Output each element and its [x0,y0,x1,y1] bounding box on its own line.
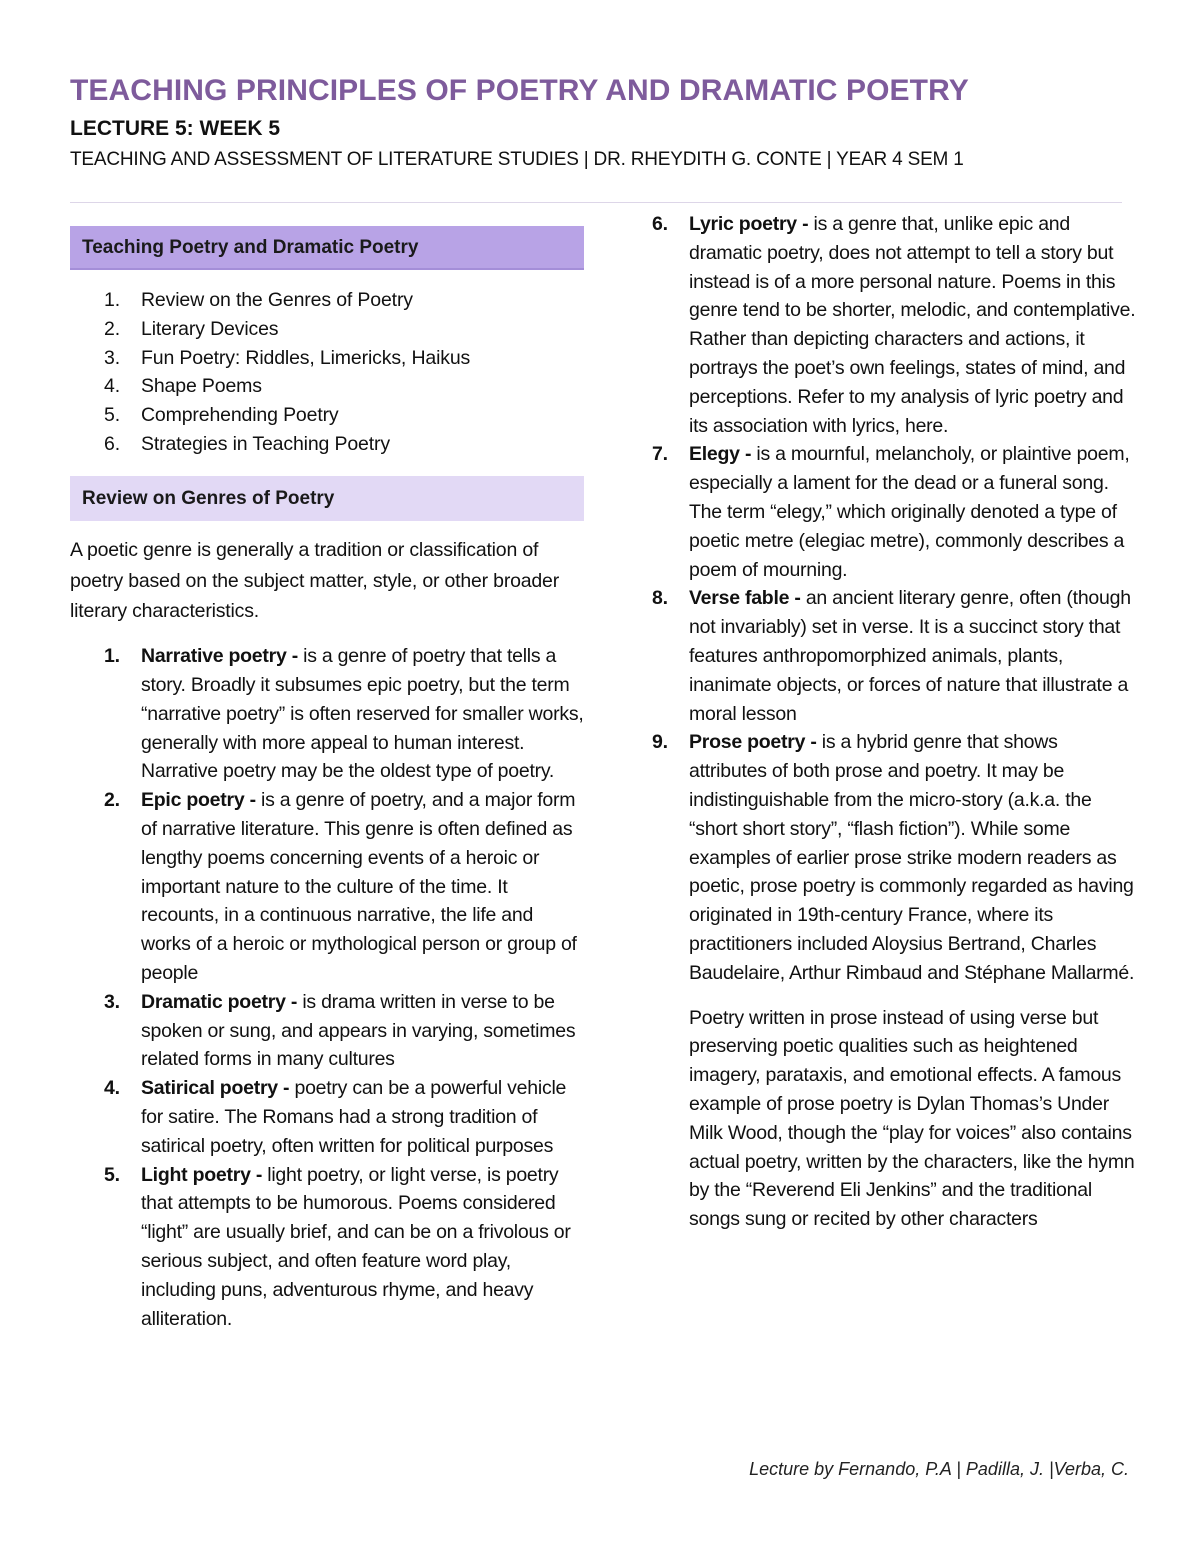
genre-description: is a genre of poetry, and a major form of narrative literature. This genre is often defined as lengthy poems concerning events of a heroic or important nature to the culture of the time. It recounts, in a continuous narrative, the life and works of a heroic or mythological person or group of people [141,789,577,984]
genre-item [70,1074,584,1160]
genre-number: 9. [652,731,668,754]
list-item [70,430,584,459]
prose-poetry-paragraph: Poetry written in prose instead of using verse but preserving poetic qualities such as heightened imagery, parataxis, and emotional effects. A famous example of prose poetry is Dylan Thomas’s Under Milk Wood, though the “play for voices” also contains actual poetry, written by the characters, like the hymn by the “Reverend Eli Jenkins” and the traditional songs sung or recited by other characters [689,1006,1135,1231]
genre-item [70,642,584,786]
genre-number: 6. [652,213,668,235]
list-text: Review on the Genres of Poetry [141,289,413,311]
genre-description: is a genre of poetry that tells a story. Broadly it subsumes epic poetry, but the term “narrative poetry” is often reserved for smaller works, generally with more appeal to human interest. Narrative poetry may be the oldest type of poetry. [141,645,584,783]
genre-item [650,210,1140,440]
genre-description: is a mournful, melancholy, or plaintive poem, especially a lament for the dead or a funeral song. The term “elegy,” which originally denoted a type of poetic metre (elegiac metre), commonly describes a poem of mourning. [689,443,1130,581]
list-number: 5. [104,404,120,427]
genre-term: Verse fable - [689,587,806,610]
list-number: 3. [104,346,120,369]
list-text: Shape Poems [141,375,262,398]
list-number: 2. [104,317,120,340]
list-item [70,372,584,401]
genre-item [70,988,584,1074]
list-text: Comprehending Poetry [141,404,339,427]
topics-list [70,286,584,459]
list-item [70,315,584,344]
list-number: 6. [104,432,120,455]
genres-list-left [70,642,584,1333]
genre-term: Epic poetry - [141,789,262,812]
header-divider [70,202,1122,203]
list-text: Literary Devices [141,317,279,340]
genre-number: 4. [104,1077,120,1100]
genre-number: 7. [652,443,668,466]
genre-number: 3. [104,990,120,1013]
lecture-subtitle: LECTURE 5: WEEK 5 [70,117,281,140]
genre-term: Lyric poetry - [689,213,814,235]
list-text: Fun Poetry: Riddles, Limericks, Haikus [141,346,471,369]
genre-term: Narrative poetry - [141,645,304,668]
genre-description: is a hybrid genre that shows attributes of both prose and poetry. It may be indistinguishable from the micro-story (a.k.a. the “short short story”, “flash fiction”). While some examples of earlier prose strike modern readers as poetic, prose poetry is commonly regarded as having originated in 19th-century France, where its practitioners included Aloysius Bertrand, Charles Baudelaire, Arthur Rimbaud and Stéphane Mallarmé. [689,731,1135,984]
course-meta: TEACHING AND ASSESSMENT OF LITERATURE STUDIES | DR. RHEYDITH G. CONTE | YEAR 4 SEM 1 [70,149,964,170]
left-column [70,226,584,1333]
section-heading-genres-review: Review on Genres of Poetry [70,476,584,521]
genre-term: Dramatic poetry - [141,990,303,1013]
document-title: TEACHING PRINCIPLES OF POETRY AND DRAMATIC POETRY [70,74,969,107]
list-item [70,344,584,373]
right-column [650,210,1140,1234]
genre-description: is drama written in verse to be spoken or sung, and appears in varying, sometimes related forms in many cultures [141,990,576,1071]
genre-description: poetry can be a powerful vehicle for satire. The Romans had a strong tradition of satirical poetry, often written for political purposes [141,1077,567,1157]
genre-term: Elegy - [689,443,757,466]
list-number: 4. [104,375,120,398]
genre-intro-paragraph: A poetic genre is generally a tradition or classification of poetry based on the subject matter, style, or other broader literary characteristics. [70,538,559,623]
list-number: 1. [104,289,120,311]
section-heading-teaching-poetry: Teaching Poetry and Dramatic Poetry [70,226,584,270]
genre-number: 5. [104,1163,120,1186]
genre-description: an ancient literary genre, often (though not invariably) set in verse. It is a succinct story that features anthropomorphized animals, plants, inanimate objects, or forces of nature that illustrate a moral lesson [689,587,1131,725]
genre-term: Satirical poetry - [141,1077,295,1100]
list-item [70,401,584,430]
list-item [70,286,584,315]
genre-number: 2. [104,789,120,812]
genre-number: 1. [104,645,120,668]
genre-term: Prose poetry - [689,731,822,754]
genre-item [650,584,1140,728]
genre-item [650,728,1140,987]
genre-description: is a genre that, unlike epic and dramatic poetry, does not attempt to tell a story but instead is of a more personal nature. Poems in this genre tend to be shorter, melodic, and contemplative. Rather than depicting characters and actions, it portrays the poet’s own feelings, states of mind, and perceptions. Refer to my analysis of lyric poetry and its association with lyrics, here. [689,213,1136,437]
genre-term: Light poetry - [141,1163,268,1186]
genre-number: 8. [652,587,668,610]
genre-item [70,786,584,988]
footer-credits: Lecture by Fernando, P.A | Padilla, J. |Verba, C. [749,1459,1129,1479]
genre-item [70,1161,584,1334]
list-text: Strategies in Teaching Poetry [141,432,390,455]
genres-list-right [650,210,1140,988]
genre-item [650,440,1140,584]
genre-description: light poetry, or light verse, is poetry that attempts to be humorous. Poems considered “light” are usually brief, and can be on a frivolous or serious subject, and often feature word play, including puns, adventurous rhyme, and heavy alliteration. [141,1163,571,1330]
